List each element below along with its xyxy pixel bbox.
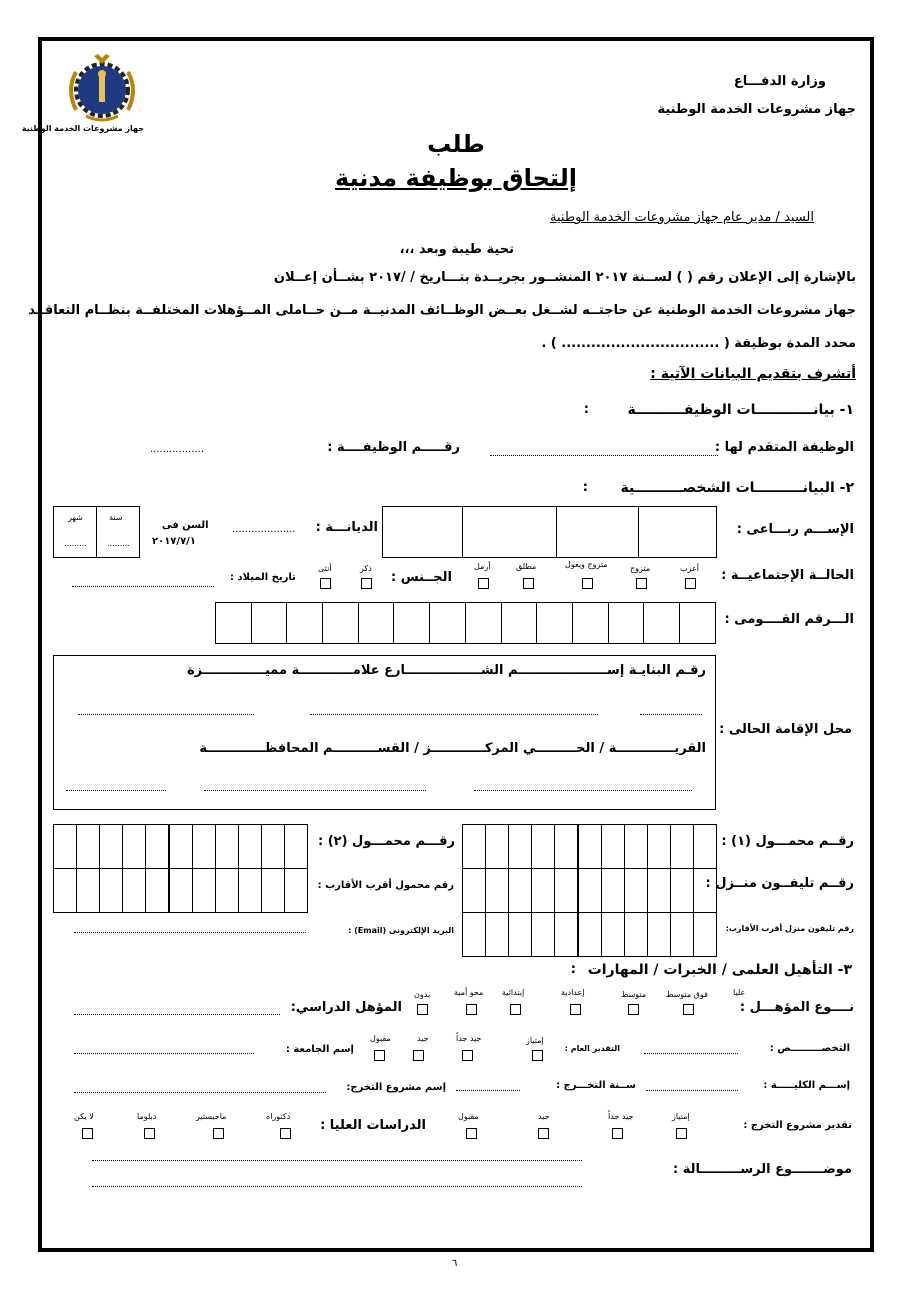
right-phone-digit-cell[interactable]: [462, 868, 486, 913]
year-label: سنة: [109, 513, 123, 522]
grade-pass-checkbox[interactable]: [374, 1050, 385, 1061]
religion-field[interactable]: ....................: [232, 524, 296, 535]
right-phone-digit-cell[interactable]: [624, 824, 648, 869]
name-part-fourth[interactable]: [639, 506, 717, 558]
marital-married-checkbox[interactable]: [636, 578, 647, 589]
right-phone-digit-cell[interactable]: [647, 912, 671, 957]
village-district-field[interactable]: [474, 790, 692, 791]
email-field[interactable]: [74, 932, 306, 933]
month-label: شهر: [68, 513, 83, 522]
right-phone-digit-cell[interactable]: [485, 868, 509, 913]
left-phone-digit-cell[interactable]: [192, 868, 216, 913]
birth-date-label: تاريخ الميلاد :: [230, 572, 296, 583]
project-grade-option: إمتياز: [672, 1112, 690, 1121]
marital-option-label: مطلق: [516, 562, 537, 571]
left-phone-digit-cell[interactable]: [215, 824, 239, 869]
form-title: طلب: [427, 130, 485, 158]
postgrad-option: ماجيستير: [196, 1112, 227, 1121]
mobile-2-label: رقـــم محمـــول (٢) :: [317, 834, 455, 849]
thesis-topic-field-line-1[interactable]: [92, 1160, 582, 1161]
qual-intermediate-checkbox[interactable]: [628, 1004, 639, 1015]
right-phone-digit-cell[interactable]: [531, 912, 555, 957]
marital-option-label: متزوج ويعول: [565, 560, 608, 569]
grade-option-label: جيد جداً: [456, 1034, 482, 1043]
project-name-label: إسم مشروع التخرج:: [346, 1082, 446, 1093]
full-name-label: الإســـم ربـــاعى :: [736, 522, 854, 537]
section-2-colon: :: [582, 480, 588, 495]
faculty-label: إســـم الكليـــــة :: [763, 1080, 850, 1091]
year-field: .........: [107, 539, 130, 548]
postgrad-option: دبلوما: [137, 1112, 157, 1121]
right-phone-digit-cell[interactable]: [693, 868, 717, 913]
left-phone-digit-cell[interactable]: [122, 868, 146, 913]
qual-preparatory-checkbox[interactable]: [570, 1004, 581, 1015]
marital-option-label: متزوج: [630, 564, 651, 573]
national-id-digit-cell[interactable]: [252, 602, 288, 644]
qual-level-label: إبتدائية: [502, 988, 525, 997]
national-id-digit-cell[interactable]: [394, 602, 430, 644]
birth-date-field[interactable]: [72, 586, 214, 587]
project-grade-label: تقدير مشروع التخرج :: [743, 1120, 852, 1131]
qual-level-label: متوسط: [621, 990, 647, 999]
right-phone-digit-cell[interactable]: [462, 912, 486, 957]
center-section-field[interactable]: [204, 790, 426, 791]
name-part-third[interactable]: [557, 506, 639, 558]
left-phone-digit-cell[interactable]: [261, 824, 285, 869]
section-3-colon: :: [570, 962, 576, 977]
project-grade-option: مقبول: [458, 1112, 479, 1121]
full-name-grid[interactable]: [382, 506, 717, 558]
left-phone-digit-cell[interactable]: [53, 824, 77, 869]
left-phone-grid: [53, 824, 308, 913]
name-part-second[interactable]: [463, 506, 557, 558]
right-phone-digit-cell[interactable]: [508, 824, 532, 869]
thesis-topic-field-line-2[interactable]: [92, 1186, 582, 1187]
right-phone-digit-cell[interactable]: [647, 868, 671, 913]
marital-married-dependents-checkbox[interactable]: [582, 578, 593, 589]
left-phone-digit-cell[interactable]: [76, 868, 100, 913]
marital-option-label: أعزب: [680, 564, 699, 573]
intro-line: أتشرف بتقديم البيانات الآتية :: [650, 366, 856, 382]
age-date: ٢٠١٧/٧/١: [152, 536, 196, 547]
postgrad-none-checkbox[interactable]: [82, 1128, 93, 1139]
seal-gear-icon: [62, 50, 142, 130]
left-phone-digit-cell[interactable]: [238, 824, 262, 869]
qual-level-label: محو أمية: [454, 988, 484, 997]
project-grade-good-checkbox[interactable]: [538, 1128, 549, 1139]
right-phone-digit-cell[interactable]: [624, 868, 648, 913]
national-id-digit-cell[interactable]: [430, 602, 466, 644]
marital-single-checkbox[interactable]: [685, 578, 696, 589]
left-phone-digit-cell[interactable]: [145, 868, 169, 913]
right-phone-digit-cell[interactable]: [647, 824, 671, 869]
addressee: السيد / مدير عام جهاز مشروعات الخدمة الوطنية: [550, 210, 814, 225]
job-applied-field[interactable]: [490, 455, 718, 456]
gender-option-label: ذكر: [360, 564, 372, 573]
street-name-field[interactable]: [310, 714, 598, 715]
national-id-digit-cell[interactable]: [680, 602, 716, 644]
section-1-colon: :: [583, 402, 589, 417]
right-phone-digit-cell[interactable]: [601, 912, 625, 957]
address-line-1-labels: رقـم البنايـة إســــــــــــــــــــم الشـــــــــــــــــارع علامــــــــــــة مميــــــــــــــزة: [187, 663, 706, 678]
left-phone-digit-cell[interactable]: [284, 868, 308, 913]
mobile-1-label: رقــم محمـــول (١) :: [721, 834, 854, 849]
job-applied-label: الوظيفة المتقدم لها :: [714, 440, 854, 455]
right-phone-digit-cell[interactable]: [670, 912, 694, 957]
national-id-digit-cell[interactable]: [573, 602, 609, 644]
address-line-2-labels: القريـــــــــــــة / الحـــــــــي المركــــــــــــز / القســــــــــم المحافظـــــــــــــة: [199, 741, 706, 756]
qual-none-checkbox[interactable]: [417, 1004, 428, 1015]
left-phone-digit-cell[interactable]: [76, 824, 100, 869]
marital-status-label: الحالــة الإجتماعيــة :: [721, 568, 854, 583]
marital-widowed-checkbox[interactable]: [478, 578, 489, 589]
month-field: .........: [64, 539, 87, 548]
project-grade-pass-checkbox[interactable]: [466, 1128, 477, 1139]
right-phone-digit-cell[interactable]: [554, 868, 578, 913]
age-label: السن فى: [162, 520, 209, 531]
project-name-field[interactable]: [74, 1092, 326, 1093]
email-label: البريد الإلكترونى (Email) :: [348, 926, 454, 935]
page-number: ٦: [452, 1258, 458, 1269]
national-id-label: الـــرقم القــــومى :: [724, 612, 854, 627]
national-id-digit-cell[interactable]: [359, 602, 395, 644]
left-phone-digit-cell[interactable]: [99, 824, 123, 869]
national-id-digit-cell[interactable]: [609, 602, 645, 644]
age-month-box[interactable]: [54, 506, 97, 558]
form-subtitle: إلتحاق بوظيفة مدنية: [335, 164, 577, 192]
qual-primary-checkbox[interactable]: [510, 1004, 521, 1015]
general-grade-label: التقدير العام :: [564, 1044, 620, 1053]
right-phone-digit-cell[interactable]: [693, 912, 717, 957]
job-number-label: رقـــــم الوظيفــــة :: [327, 440, 460, 455]
specialization-label: التخصـــــــــص :: [769, 1043, 850, 1054]
gender-label: الجــنس :: [390, 570, 452, 585]
left-phone-digit-cell[interactable]: [145, 824, 169, 869]
section-3-title: ٣- التأهيل العلمى / الخبرات / المهارات: [587, 962, 852, 978]
qualification-label: المؤهل الدراسي:: [290, 1000, 402, 1015]
postgrad-option: دكتوراه: [266, 1112, 291, 1121]
right-phone-digit-cell[interactable]: [485, 824, 509, 869]
left-phone-digit-cell[interactable]: [215, 868, 239, 913]
job-number-field[interactable]: .................: [150, 444, 205, 455]
postgrad-phd-checkbox[interactable]: [280, 1128, 291, 1139]
section-2-title: ٢- البيانــــــــــات الشخصــــــــــية: [620, 480, 854, 496]
national-id-digit-cell[interactable]: [287, 602, 323, 644]
national-id-digit-cell[interactable]: [502, 602, 538, 644]
paragraph-line-2: جهاز مشروعات الخدمة الوطنية عن حاجتــه لشــغل بعــض الوظــائف المدنيــة مــن حــاملى المــؤهلات المختلفــة بنظــام التعاقــد: [28, 303, 856, 318]
right-phone-digit-cell[interactable]: [578, 868, 602, 913]
national-id-digit-cell[interactable]: [323, 602, 359, 644]
right-phone-digit-cell[interactable]: [578, 824, 602, 869]
right-phone-digit-cell[interactable]: [554, 912, 578, 957]
right-phone-digit-cell[interactable]: [508, 912, 532, 957]
right-phone-digit-cell[interactable]: [601, 824, 625, 869]
postgrad-masters-checkbox[interactable]: [213, 1128, 224, 1139]
right-phone-digit-cell[interactable]: [531, 824, 555, 869]
qual-level-label: عليا: [733, 988, 746, 997]
right-phone-digit-cell[interactable]: [670, 824, 694, 869]
grade-option-label: مقبول: [370, 1034, 391, 1043]
right-phone-digit-cell[interactable]: [601, 868, 625, 913]
right-phone-digit-cell[interactable]: [670, 868, 694, 913]
right-phone-digit-cell[interactable]: [578, 912, 602, 957]
logo-caption: جهاز مشروعات الخدمة الوطنية: [21, 124, 144, 133]
left-phone-digit-cell[interactable]: [261, 868, 285, 913]
left-phone-digit-cell[interactable]: [169, 868, 193, 913]
postgrad-option: لا يكن: [74, 1112, 94, 1121]
specialization-field[interactable]: [644, 1053, 738, 1054]
left-phone-digit-cell[interactable]: [99, 868, 123, 913]
left-phone-digit-cell[interactable]: [284, 824, 308, 869]
project-grade-very-good-checkbox[interactable]: [612, 1128, 623, 1139]
right-phone-digit-cell[interactable]: [508, 868, 532, 913]
paragraph-line-3: محدد المدة بوظيفة ( ................................ ) .: [541, 336, 856, 351]
left-phone-digit-cell[interactable]: [53, 868, 77, 913]
marital-divorced-checkbox[interactable]: [523, 578, 534, 589]
left-phone-digit-cell[interactable]: [238, 868, 262, 913]
agency-name: جهاز مشروعات الخدمة الوطنية: [657, 102, 856, 117]
building-number-field[interactable]: [640, 714, 702, 715]
right-phone-digit-cell[interactable]: [462, 824, 486, 869]
qual-level-label: بدون: [414, 990, 431, 999]
national-id-digit-cell[interactable]: [216, 602, 252, 644]
qualification-type-label: نــــوع المؤهـــل :: [739, 1000, 854, 1015]
project-grade-option: جيد جداً: [608, 1112, 634, 1121]
national-id-digit-cell[interactable]: [644, 602, 680, 644]
relative-home-phone-label: رقم تليفون منزل أقرب الأقارب:: [725, 924, 854, 933]
qual-level-label: فوق متوسط: [666, 990, 708, 999]
postgrad-label: الدراسات العليا :: [320, 1118, 426, 1133]
right-phone-grid: [462, 824, 717, 957]
age-grid: [53, 506, 140, 558]
section-1-title: ١- بيانــــــــــــات الوظيفــــــــــة: [627, 402, 854, 418]
qual-above-intermediate-checkbox[interactable]: [683, 1004, 694, 1015]
grade-option-label: جيد: [417, 1034, 429, 1043]
home-phone-label: رقــم تليفــون منــزل :: [705, 876, 854, 891]
religion-label: الديانـــة :: [315, 520, 378, 535]
right-phone-digit-cell[interactable]: [624, 912, 648, 957]
right-phone-digit-cell[interactable]: [554, 824, 578, 869]
relative-mobile-label: رقم محمول أقرب الأقارب :: [317, 880, 454, 891]
project-grade-excellent-checkbox[interactable]: [676, 1128, 687, 1139]
left-phone-digit-cell[interactable]: [122, 824, 146, 869]
marital-option-label: أرمل: [474, 562, 491, 571]
grade-option-label: إمتياز: [526, 1036, 544, 1045]
greeting: تحية طيبة وبعد ،،،: [399, 242, 514, 257]
postgrad-diploma-checkbox[interactable]: [144, 1128, 155, 1139]
right-phone-digit-cell[interactable]: [693, 824, 717, 869]
qualification-field[interactable]: [74, 1014, 280, 1015]
national-id-digit-cell[interactable]: [537, 602, 573, 644]
gender-male-checkbox[interactable]: [361, 578, 372, 589]
qual-level-label: إعدادية: [561, 988, 585, 997]
address-label: محل الإقامة الحالى :: [719, 722, 852, 737]
qual-literacy-checkbox[interactable]: [466, 1004, 477, 1015]
landmark-field[interactable]: [78, 714, 254, 715]
graduation-year-label: ســنة التخـــرج :: [556, 1080, 636, 1091]
grade-excellent-checkbox[interactable]: [532, 1050, 543, 1061]
governorate-field[interactable]: [66, 790, 166, 791]
address-box: [53, 655, 716, 810]
ministry-name: وزارة الدفـــاع: [733, 74, 826, 89]
national-id-grid[interactable]: [215, 602, 716, 644]
graduation-year-field[interactable]: [456, 1090, 520, 1091]
left-phone-digit-cell[interactable]: [192, 824, 216, 869]
faculty-field[interactable]: [646, 1090, 738, 1091]
paragraph-line-1: بالإشارة إلى الإعلان رقم ( ) لســنة ٢٠١٧ المنشــور بجريــدة بتـــاريخ / /٢٠١٧ بشــأن إعــلان: [273, 270, 856, 285]
age-year-box[interactable]: [97, 506, 140, 558]
university-label: إسم الجامعة :: [285, 1044, 354, 1055]
university-field[interactable]: [74, 1053, 254, 1054]
gender-female-checkbox[interactable]: [320, 578, 331, 589]
name-part-first[interactable]: [383, 506, 463, 558]
right-phone-digit-cell[interactable]: [485, 912, 509, 957]
project-grade-option: جيد: [538, 1112, 550, 1121]
grade-good-checkbox[interactable]: [413, 1050, 424, 1061]
right-phone-digit-cell[interactable]: [531, 868, 555, 913]
national-id-digit-cell[interactable]: [466, 602, 502, 644]
gender-option-label: أنثى: [318, 564, 332, 573]
grade-very-good-checkbox[interactable]: [462, 1050, 473, 1061]
thesis-topic-label: موضـــــــوع الرســـــــــالة :: [673, 1162, 852, 1177]
left-phone-digit-cell[interactable]: [169, 824, 193, 869]
